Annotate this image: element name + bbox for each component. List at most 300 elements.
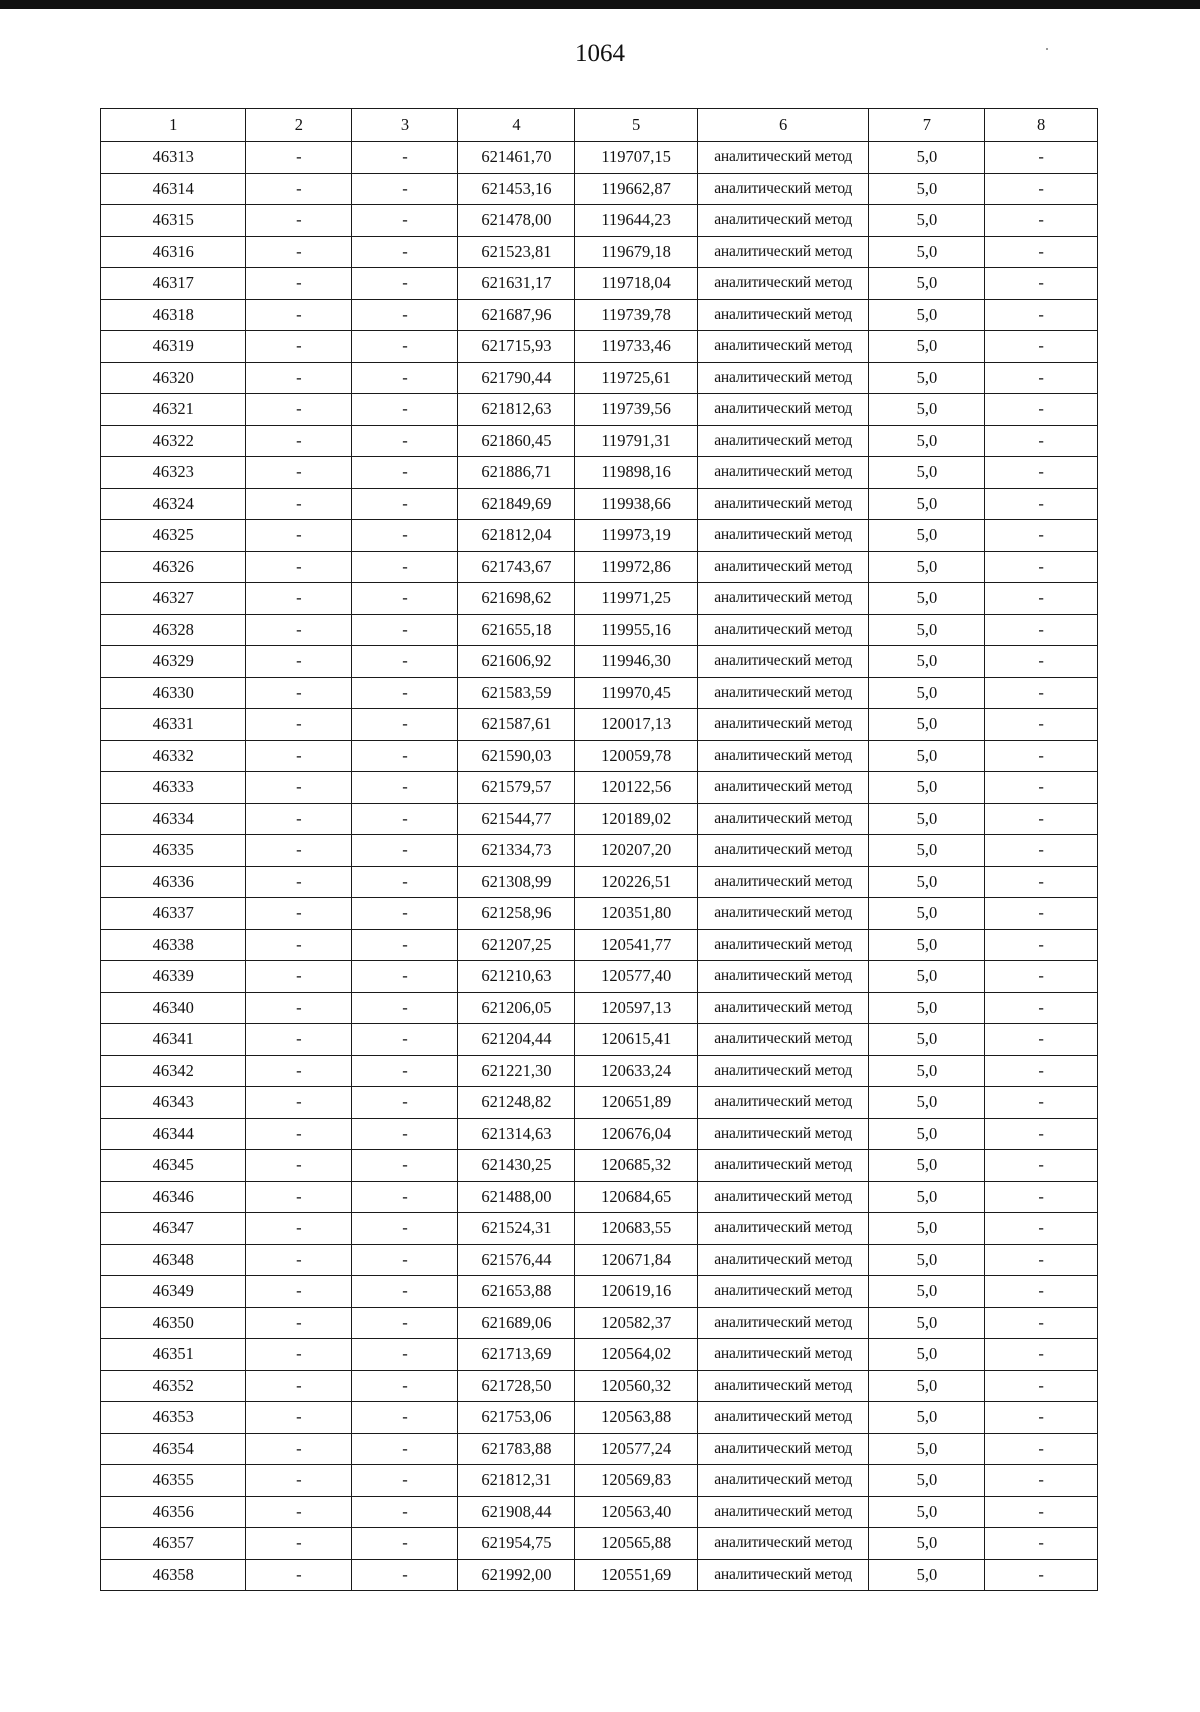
accuracy-cell: 5,0 bbox=[869, 740, 985, 772]
y-coordinate-cell: 120563,40 bbox=[575, 1496, 697, 1528]
y-coordinate-cell: 119946,30 bbox=[575, 646, 697, 678]
method-cell: аналитический метод bbox=[697, 488, 869, 520]
col2-cell: - bbox=[246, 1528, 352, 1560]
method-cell: аналитический метод bbox=[697, 1339, 869, 1371]
point-number-cell: 46330 bbox=[101, 677, 246, 709]
accuracy-cell: 5,0 bbox=[869, 1496, 985, 1528]
accuracy-cell: 5,0 bbox=[869, 1087, 985, 1119]
col2-cell: - bbox=[246, 1496, 352, 1528]
col2-cell: - bbox=[246, 1339, 352, 1371]
x-coordinate-cell: 621783,88 bbox=[458, 1433, 575, 1465]
method-cell: аналитический метод bbox=[697, 614, 869, 646]
col2-cell: - bbox=[246, 1213, 352, 1245]
coordinates-table bbox=[100, 108, 1098, 1591]
x-coordinate-cell: 621314,63 bbox=[458, 1118, 575, 1150]
col3-cell: - bbox=[352, 520, 458, 552]
point-number-cell: 46355 bbox=[101, 1465, 246, 1497]
y-coordinate-cell: 120582,37 bbox=[575, 1307, 697, 1339]
y-coordinate-cell: 120569,83 bbox=[575, 1465, 697, 1497]
col2-cell: - bbox=[246, 1244, 352, 1276]
method-cell: аналитический метод bbox=[697, 520, 869, 552]
col8-cell: - bbox=[985, 1087, 1098, 1119]
col8-cell: - bbox=[985, 583, 1098, 615]
column-header: 7 bbox=[869, 109, 985, 142]
x-coordinate-cell: 621812,63 bbox=[458, 394, 575, 426]
col2-cell: - bbox=[246, 961, 352, 993]
y-coordinate-cell: 119662,87 bbox=[575, 173, 697, 205]
table-row bbox=[101, 1465, 1098, 1497]
column-header: 5 bbox=[575, 109, 697, 142]
col2-cell: - bbox=[246, 709, 352, 741]
x-coordinate-cell: 621908,44 bbox=[458, 1496, 575, 1528]
x-coordinate-cell: 621204,44 bbox=[458, 1024, 575, 1056]
table-row bbox=[101, 1055, 1098, 1087]
accuracy-cell: 5,0 bbox=[869, 646, 985, 678]
col3-cell: - bbox=[352, 551, 458, 583]
y-coordinate-cell: 119972,86 bbox=[575, 551, 697, 583]
x-coordinate-cell: 621713,69 bbox=[458, 1339, 575, 1371]
x-coordinate-cell: 621728,50 bbox=[458, 1370, 575, 1402]
accuracy-cell: 5,0 bbox=[869, 173, 985, 205]
col8-cell: - bbox=[985, 1118, 1098, 1150]
col2-cell: - bbox=[246, 457, 352, 489]
col8-cell: - bbox=[985, 677, 1098, 709]
table-row bbox=[101, 898, 1098, 930]
col2-cell: - bbox=[246, 1276, 352, 1308]
x-coordinate-cell: 621334,73 bbox=[458, 835, 575, 867]
col8-cell: - bbox=[985, 1402, 1098, 1434]
point-number-cell: 46343 bbox=[101, 1087, 246, 1119]
table-row bbox=[101, 929, 1098, 961]
point-number-cell: 46319 bbox=[101, 331, 246, 363]
table-row bbox=[101, 1276, 1098, 1308]
col8-cell: - bbox=[985, 898, 1098, 930]
x-coordinate-cell: 621606,92 bbox=[458, 646, 575, 678]
col2-cell: - bbox=[246, 1559, 352, 1591]
x-coordinate-cell: 621488,00 bbox=[458, 1181, 575, 1213]
x-coordinate-cell: 621258,96 bbox=[458, 898, 575, 930]
table-row bbox=[101, 488, 1098, 520]
method-cell: аналитический метод bbox=[697, 1496, 869, 1528]
x-coordinate-cell: 621715,93 bbox=[458, 331, 575, 363]
method-cell: аналитический метод bbox=[697, 394, 869, 426]
method-cell: аналитический метод bbox=[697, 1024, 869, 1056]
method-cell: аналитический метод bbox=[697, 1307, 869, 1339]
col8-cell: - bbox=[985, 457, 1098, 489]
col8-cell: - bbox=[985, 740, 1098, 772]
col8-cell: - bbox=[985, 362, 1098, 394]
y-coordinate-cell: 119707,15 bbox=[575, 142, 697, 174]
x-coordinate-cell: 621753,06 bbox=[458, 1402, 575, 1434]
col3-cell: - bbox=[352, 1433, 458, 1465]
col8-cell: - bbox=[985, 1181, 1098, 1213]
point-number-cell: 46341 bbox=[101, 1024, 246, 1056]
x-coordinate-cell: 621248,82 bbox=[458, 1087, 575, 1119]
x-coordinate-cell: 621886,71 bbox=[458, 457, 575, 489]
col2-cell: - bbox=[246, 1150, 352, 1182]
y-coordinate-cell: 119971,25 bbox=[575, 583, 697, 615]
accuracy-cell: 5,0 bbox=[869, 866, 985, 898]
table-row bbox=[101, 520, 1098, 552]
x-coordinate-cell: 621576,44 bbox=[458, 1244, 575, 1276]
col8-cell: - bbox=[985, 1339, 1098, 1371]
method-cell: аналитический метод bbox=[697, 835, 869, 867]
accuracy-cell: 5,0 bbox=[869, 236, 985, 268]
table-row bbox=[101, 173, 1098, 205]
col8-cell: - bbox=[985, 173, 1098, 205]
method-cell: аналитический метод bbox=[697, 551, 869, 583]
col3-cell: - bbox=[352, 1181, 458, 1213]
table-row bbox=[101, 268, 1098, 300]
y-coordinate-cell: 120671,84 bbox=[575, 1244, 697, 1276]
point-number-cell: 46318 bbox=[101, 299, 246, 331]
point-number-cell: 46326 bbox=[101, 551, 246, 583]
y-coordinate-cell: 120683,55 bbox=[575, 1213, 697, 1245]
col3-cell: - bbox=[352, 1213, 458, 1245]
y-coordinate-cell: 120560,32 bbox=[575, 1370, 697, 1402]
point-number-cell: 46331 bbox=[101, 709, 246, 741]
table-row bbox=[101, 583, 1098, 615]
column-header: 2 bbox=[246, 109, 352, 142]
col2-cell: - bbox=[246, 1181, 352, 1213]
col8-cell: - bbox=[985, 488, 1098, 520]
col2-cell: - bbox=[246, 236, 352, 268]
x-coordinate-cell: 621583,59 bbox=[458, 677, 575, 709]
col3-cell: - bbox=[352, 331, 458, 363]
col2-cell: - bbox=[246, 835, 352, 867]
scan-top-border bbox=[0, 0, 1200, 9]
point-number-cell: 46354 bbox=[101, 1433, 246, 1465]
point-number-cell: 46320 bbox=[101, 362, 246, 394]
point-number-cell: 46327 bbox=[101, 583, 246, 615]
y-coordinate-cell: 120059,78 bbox=[575, 740, 697, 772]
y-coordinate-cell: 120651,89 bbox=[575, 1087, 697, 1119]
col3-cell: - bbox=[352, 173, 458, 205]
accuracy-cell: 5,0 bbox=[869, 299, 985, 331]
method-cell: аналитический метод bbox=[697, 929, 869, 961]
col2-cell: - bbox=[246, 866, 352, 898]
y-coordinate-cell: 119970,45 bbox=[575, 677, 697, 709]
col3-cell: - bbox=[352, 1150, 458, 1182]
method-cell: аналитический метод bbox=[697, 1433, 869, 1465]
point-number-cell: 46315 bbox=[101, 205, 246, 237]
point-number-cell: 46324 bbox=[101, 488, 246, 520]
x-coordinate-cell: 621590,03 bbox=[458, 740, 575, 772]
col3-cell: - bbox=[352, 1465, 458, 1497]
x-coordinate-cell: 621687,96 bbox=[458, 299, 575, 331]
x-coordinate-cell: 621206,05 bbox=[458, 992, 575, 1024]
col2-cell: - bbox=[246, 551, 352, 583]
point-number-cell: 46333 bbox=[101, 772, 246, 804]
y-coordinate-cell: 120564,02 bbox=[575, 1339, 697, 1371]
x-coordinate-cell: 621653,88 bbox=[458, 1276, 575, 1308]
y-coordinate-cell: 120577,40 bbox=[575, 961, 697, 993]
y-coordinate-cell: 120563,88 bbox=[575, 1402, 697, 1434]
col8-cell: - bbox=[985, 268, 1098, 300]
point-number-cell: 46334 bbox=[101, 803, 246, 835]
accuracy-cell: 5,0 bbox=[869, 488, 985, 520]
method-cell: аналитический метод bbox=[697, 1465, 869, 1497]
table-row bbox=[101, 1339, 1098, 1371]
method-cell: аналитический метод bbox=[697, 362, 869, 394]
x-coordinate-cell: 621790,44 bbox=[458, 362, 575, 394]
col2-cell: - bbox=[246, 740, 352, 772]
column-header: 3 bbox=[352, 109, 458, 142]
point-number-cell: 46356 bbox=[101, 1496, 246, 1528]
accuracy-cell: 5,0 bbox=[869, 772, 985, 804]
y-coordinate-cell: 120597,13 bbox=[575, 992, 697, 1024]
point-number-cell: 46345 bbox=[101, 1150, 246, 1182]
col8-cell: - bbox=[985, 961, 1098, 993]
accuracy-cell: 5,0 bbox=[869, 425, 985, 457]
point-number-cell: 46350 bbox=[101, 1307, 246, 1339]
table-row bbox=[101, 1024, 1098, 1056]
point-number-cell: 46353 bbox=[101, 1402, 246, 1434]
x-coordinate-cell: 621849,69 bbox=[458, 488, 575, 520]
column-header: 6 bbox=[697, 109, 869, 142]
col3-cell: - bbox=[352, 1118, 458, 1150]
accuracy-cell: 5,0 bbox=[869, 1370, 985, 1402]
y-coordinate-cell: 119725,61 bbox=[575, 362, 697, 394]
table-row bbox=[101, 866, 1098, 898]
y-coordinate-cell: 119791,31 bbox=[575, 425, 697, 457]
method-cell: аналитический метод bbox=[697, 646, 869, 678]
table-row bbox=[101, 205, 1098, 237]
method-cell: аналитический метод bbox=[697, 205, 869, 237]
col2-cell: - bbox=[246, 614, 352, 646]
x-coordinate-cell: 621523,81 bbox=[458, 236, 575, 268]
col3-cell: - bbox=[352, 614, 458, 646]
method-cell: аналитический метод bbox=[697, 1370, 869, 1402]
y-coordinate-cell: 120565,88 bbox=[575, 1528, 697, 1560]
method-cell: аналитический метод bbox=[697, 142, 869, 174]
point-number-cell: 46342 bbox=[101, 1055, 246, 1087]
accuracy-cell: 5,0 bbox=[869, 1150, 985, 1182]
col8-cell: - bbox=[985, 1244, 1098, 1276]
x-coordinate-cell: 621453,16 bbox=[458, 173, 575, 205]
col3-cell: - bbox=[352, 772, 458, 804]
y-coordinate-cell: 119739,78 bbox=[575, 299, 697, 331]
col3-cell: - bbox=[352, 1087, 458, 1119]
point-number-cell: 46323 bbox=[101, 457, 246, 489]
y-coordinate-cell: 120122,56 bbox=[575, 772, 697, 804]
col3-cell: - bbox=[352, 1496, 458, 1528]
point-number-cell: 46344 bbox=[101, 1118, 246, 1150]
col2-cell: - bbox=[246, 394, 352, 426]
col2-cell: - bbox=[246, 1055, 352, 1087]
col8-cell: - bbox=[985, 1150, 1098, 1182]
col2-cell: - bbox=[246, 803, 352, 835]
point-number-cell: 46358 bbox=[101, 1559, 246, 1591]
y-coordinate-cell: 120685,32 bbox=[575, 1150, 697, 1182]
col3-cell: - bbox=[352, 1339, 458, 1371]
col8-cell: - bbox=[985, 614, 1098, 646]
method-cell: аналитический метод bbox=[697, 1528, 869, 1560]
y-coordinate-cell: 120351,80 bbox=[575, 898, 697, 930]
table-row bbox=[101, 1244, 1098, 1276]
col8-cell: - bbox=[985, 1213, 1098, 1245]
accuracy-cell: 5,0 bbox=[869, 614, 985, 646]
col8-cell: - bbox=[985, 646, 1098, 678]
method-cell: аналитический метод bbox=[697, 1087, 869, 1119]
point-number-cell: 46351 bbox=[101, 1339, 246, 1371]
col3-cell: - bbox=[352, 1559, 458, 1591]
col3-cell: - bbox=[352, 236, 458, 268]
table-row bbox=[101, 835, 1098, 867]
accuracy-cell: 5,0 bbox=[869, 961, 985, 993]
accuracy-cell: 5,0 bbox=[869, 1118, 985, 1150]
col8-cell: - bbox=[985, 772, 1098, 804]
col2-cell: - bbox=[246, 173, 352, 205]
col3-cell: - bbox=[352, 929, 458, 961]
method-cell: аналитический метод bbox=[697, 992, 869, 1024]
point-number-cell: 46337 bbox=[101, 898, 246, 930]
col2-cell: - bbox=[246, 1118, 352, 1150]
point-number-cell: 46339 bbox=[101, 961, 246, 993]
table-row bbox=[101, 425, 1098, 457]
accuracy-cell: 5,0 bbox=[869, 929, 985, 961]
table-row bbox=[101, 1559, 1098, 1591]
col3-cell: - bbox=[352, 457, 458, 489]
table-body bbox=[101, 142, 1098, 1591]
col3-cell: - bbox=[352, 205, 458, 237]
point-number-cell: 46338 bbox=[101, 929, 246, 961]
page-number: 1064 bbox=[575, 40, 625, 67]
col8-cell: - bbox=[985, 866, 1098, 898]
column-header: 1 bbox=[101, 109, 246, 142]
y-coordinate-cell: 120615,41 bbox=[575, 1024, 697, 1056]
point-number-cell: 46325 bbox=[101, 520, 246, 552]
accuracy-cell: 5,0 bbox=[869, 1402, 985, 1434]
x-coordinate-cell: 621430,25 bbox=[458, 1150, 575, 1182]
method-cell: аналитический метод bbox=[697, 1213, 869, 1245]
col3-cell: - bbox=[352, 1055, 458, 1087]
table-row bbox=[101, 709, 1098, 741]
table-row bbox=[101, 1307, 1098, 1339]
col2-cell: - bbox=[246, 898, 352, 930]
table-row bbox=[101, 772, 1098, 804]
method-cell: аналитический метод bbox=[697, 425, 869, 457]
col3-cell: - bbox=[352, 425, 458, 457]
x-coordinate-cell: 621655,18 bbox=[458, 614, 575, 646]
col8-cell: - bbox=[985, 929, 1098, 961]
point-number-cell: 46352 bbox=[101, 1370, 246, 1402]
x-coordinate-cell: 621461,70 bbox=[458, 142, 575, 174]
col2-cell: - bbox=[246, 929, 352, 961]
y-coordinate-cell: 119898,16 bbox=[575, 457, 697, 489]
table-row bbox=[101, 551, 1098, 583]
point-number-cell: 46347 bbox=[101, 1213, 246, 1245]
method-cell: аналитический метод bbox=[697, 677, 869, 709]
col2-cell: - bbox=[246, 677, 352, 709]
table-row bbox=[101, 677, 1098, 709]
col2-cell: - bbox=[246, 268, 352, 300]
col8-cell: - bbox=[985, 835, 1098, 867]
y-coordinate-cell: 120207,20 bbox=[575, 835, 697, 867]
accuracy-cell: 5,0 bbox=[869, 1433, 985, 1465]
y-coordinate-cell: 120017,13 bbox=[575, 709, 697, 741]
col2-cell: - bbox=[246, 331, 352, 363]
point-number-cell: 46357 bbox=[101, 1528, 246, 1560]
accuracy-cell: 5,0 bbox=[869, 551, 985, 583]
col8-cell: - bbox=[985, 551, 1098, 583]
method-cell: аналитический метод bbox=[697, 1402, 869, 1434]
col8-cell: - bbox=[985, 1055, 1098, 1087]
y-coordinate-cell: 119718,04 bbox=[575, 268, 697, 300]
table-row bbox=[101, 1181, 1098, 1213]
x-coordinate-cell: 621812,31 bbox=[458, 1465, 575, 1497]
accuracy-cell: 5,0 bbox=[869, 583, 985, 615]
table-row bbox=[101, 1087, 1098, 1119]
table-row bbox=[101, 1402, 1098, 1434]
col2-cell: - bbox=[246, 1087, 352, 1119]
x-coordinate-cell: 621579,57 bbox=[458, 772, 575, 804]
x-coordinate-cell: 621743,67 bbox=[458, 551, 575, 583]
col3-cell: - bbox=[352, 1370, 458, 1402]
col3-cell: - bbox=[352, 866, 458, 898]
column-header: 4 bbox=[458, 109, 575, 142]
x-coordinate-cell: 621524,31 bbox=[458, 1213, 575, 1245]
method-cell: аналитический метод bbox=[697, 709, 869, 741]
col8-cell: - bbox=[985, 1528, 1098, 1560]
col3-cell: - bbox=[352, 961, 458, 993]
accuracy-cell: 5,0 bbox=[869, 709, 985, 741]
table-row bbox=[101, 457, 1098, 489]
accuracy-cell: 5,0 bbox=[869, 1307, 985, 1339]
accuracy-cell: 5,0 bbox=[869, 520, 985, 552]
col2-cell: - bbox=[246, 1024, 352, 1056]
col8-cell: - bbox=[985, 1433, 1098, 1465]
table-row bbox=[101, 1118, 1098, 1150]
accuracy-cell: 5,0 bbox=[869, 1055, 985, 1087]
accuracy-cell: 5,0 bbox=[869, 1559, 985, 1591]
accuracy-cell: 5,0 bbox=[869, 142, 985, 174]
point-number-cell: 46340 bbox=[101, 992, 246, 1024]
y-coordinate-cell: 120676,04 bbox=[575, 1118, 697, 1150]
col2-cell: - bbox=[246, 992, 352, 1024]
x-coordinate-cell: 621992,00 bbox=[458, 1559, 575, 1591]
method-cell: аналитический метод bbox=[697, 1276, 869, 1308]
method-cell: аналитический метод bbox=[697, 1118, 869, 1150]
x-coordinate-cell: 621860,45 bbox=[458, 425, 575, 457]
y-coordinate-cell: 119938,66 bbox=[575, 488, 697, 520]
method-cell: аналитический метод bbox=[697, 1244, 869, 1276]
col2-cell: - bbox=[246, 299, 352, 331]
y-coordinate-cell: 120541,77 bbox=[575, 929, 697, 961]
x-coordinate-cell: 621478,00 bbox=[458, 205, 575, 237]
point-number-cell: 46335 bbox=[101, 835, 246, 867]
col8-cell: - bbox=[985, 205, 1098, 237]
accuracy-cell: 5,0 bbox=[869, 1244, 985, 1276]
col8-cell: - bbox=[985, 425, 1098, 457]
col3-cell: - bbox=[352, 1276, 458, 1308]
y-coordinate-cell: 120551,69 bbox=[575, 1559, 697, 1591]
point-number-cell: 46348 bbox=[101, 1244, 246, 1276]
column-header: 8 bbox=[985, 109, 1098, 142]
method-cell: аналитический метод bbox=[697, 583, 869, 615]
method-cell: аналитический метод bbox=[697, 1181, 869, 1213]
point-number-cell: 46322 bbox=[101, 425, 246, 457]
point-number-cell: 46328 bbox=[101, 614, 246, 646]
col3-cell: - bbox=[352, 803, 458, 835]
col3-cell: - bbox=[352, 646, 458, 678]
col2-cell: - bbox=[246, 583, 352, 615]
col3-cell: - bbox=[352, 488, 458, 520]
col2-cell: - bbox=[246, 1465, 352, 1497]
col3-cell: - bbox=[352, 1244, 458, 1276]
col8-cell: - bbox=[985, 1559, 1098, 1591]
col8-cell: - bbox=[985, 1024, 1098, 1056]
